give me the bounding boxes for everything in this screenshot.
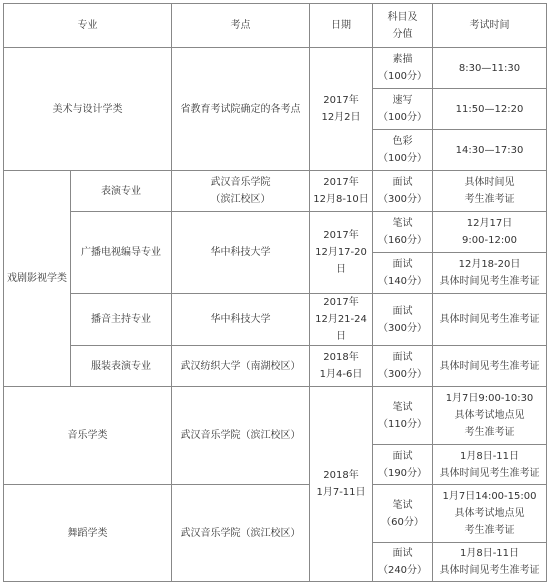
date-line1: 2017年 xyxy=(323,230,359,241)
header-row xyxy=(4,4,547,48)
subject-score: （160分） xyxy=(377,235,428,246)
date-line1: 2018年 xyxy=(323,470,359,481)
subject-score: （60分） xyxy=(381,516,424,528)
time-line1: 1月7日9:00-10:30 xyxy=(445,393,534,404)
category-art-design: 美术与设计学类 xyxy=(4,48,172,171)
time-dance-interview xyxy=(433,543,547,582)
time-dance-written xyxy=(433,485,547,543)
subject-name: 面试 xyxy=(392,259,413,270)
subject-dance-written xyxy=(373,485,433,543)
subject-directing-written xyxy=(373,212,433,253)
header-subject-line1: 科目及 xyxy=(387,11,418,23)
time-line1: 12月18-20日 xyxy=(458,259,521,270)
table-row xyxy=(4,212,547,253)
subject-score: （300分） xyxy=(377,369,428,380)
date-line2: 1月7-11日 xyxy=(316,487,366,498)
subject-name: 面试 xyxy=(392,450,413,462)
subject-name: 笔试 xyxy=(392,401,413,413)
major-announcing-hosting: 播音主持专业 xyxy=(71,294,172,346)
date-line2: 12月2日 xyxy=(321,112,361,123)
date-line1: 2017年 xyxy=(323,95,359,106)
subject-name: 笔试 xyxy=(392,218,413,229)
time-color: 14:30—17:30 xyxy=(433,130,547,171)
table-row xyxy=(4,294,547,346)
header-date: 日期 xyxy=(310,4,373,48)
venue-line2: （滨江校区） xyxy=(210,194,271,205)
time-line1: 具体时间见 xyxy=(464,177,515,188)
subject-music-interview xyxy=(373,445,433,485)
date-art-design xyxy=(310,48,373,171)
subject-name: 面试 xyxy=(392,305,413,317)
venue-music: 武汉音乐学院（滨江校区） xyxy=(172,387,310,485)
date-line1: 2018年 xyxy=(323,352,359,363)
time-line2: 具体时间见考生准考证 xyxy=(439,565,540,576)
date-announcing-hosting xyxy=(310,294,373,346)
time-fashion: 具体时间见考生准考证 xyxy=(433,346,547,387)
date-line2: 12月21-24日 xyxy=(315,314,367,342)
table-row xyxy=(4,346,547,387)
time-line2: 具体时间见考生准考证 xyxy=(439,276,540,287)
date-line1: 2017年 xyxy=(323,297,359,308)
subject-name: 笔试 xyxy=(392,499,413,511)
subject-announcing-interview xyxy=(373,294,433,346)
table-row xyxy=(4,48,547,89)
venue-art-design: 省教育考试院确定的各考点 xyxy=(172,48,310,171)
subject-name: 速写 xyxy=(392,95,413,106)
subject-color xyxy=(373,130,433,171)
venue-performance xyxy=(172,171,310,212)
time-line1: 1月8日-11日 xyxy=(459,450,520,462)
time-line2: 考生准考证 xyxy=(464,194,515,205)
time-announcing: 具体时间见考生准考证 xyxy=(433,294,547,346)
subject-dance-interview xyxy=(373,543,433,582)
exam-schedule-table xyxy=(3,3,547,582)
subject-score: （140分） xyxy=(377,276,428,287)
category-dance: 舞蹈学类 xyxy=(4,485,172,582)
date-fashion-performance xyxy=(310,346,373,387)
table-row xyxy=(4,171,547,212)
table-row xyxy=(4,387,547,445)
date-line2: 12月17-20日 xyxy=(315,247,367,275)
subject-fashion-interview xyxy=(373,346,433,387)
subject-score: （110分） xyxy=(377,418,428,430)
time-music-written xyxy=(433,387,547,445)
subject-score: （300分） xyxy=(377,194,428,205)
subject-score: （190分） xyxy=(377,467,428,479)
subject-score: （300分） xyxy=(377,322,428,334)
time-line2: 9:00-12:00 xyxy=(462,235,517,246)
time-performance xyxy=(433,171,547,212)
header-subject-line2: 分值 xyxy=(392,28,413,40)
subject-name: 素描 xyxy=(392,54,413,65)
date-line2: 12月8-10日 xyxy=(313,194,369,205)
subject-name: 面试 xyxy=(392,548,413,559)
time-quick-sketch: 11:50—12:20 xyxy=(433,89,547,130)
time-line2: 具体时间见考生准考证 xyxy=(439,467,540,479)
subject-name: 色彩 xyxy=(392,136,413,147)
subject-score: （100分） xyxy=(377,71,428,82)
subject-directing-interview xyxy=(373,253,433,294)
time-line2: 具体考试地点见 xyxy=(454,508,525,519)
time-sketch: 8:30—11:30 xyxy=(433,48,547,89)
subject-sketch xyxy=(373,48,433,89)
date-music-dance xyxy=(310,387,373,582)
major-performance: 表演专业 xyxy=(71,171,172,212)
category-music: 音乐学类 xyxy=(4,387,172,485)
time-line3: 考生准考证 xyxy=(464,525,515,536)
time-line2: 具体考试地点见 xyxy=(454,410,525,421)
header-major: 专业 xyxy=(4,4,172,48)
date-line1: 2017年 xyxy=(323,177,359,188)
major-fashion-performance: 服装表演专业 xyxy=(71,346,172,387)
date-broadcast-directing xyxy=(310,212,373,294)
date-line2: 1月4-6日 xyxy=(319,369,363,380)
time-music-interview xyxy=(433,445,547,485)
category-drama: 戏剧影视学类 xyxy=(4,171,71,387)
header-time: 考试时间 xyxy=(433,4,547,48)
time-line1: 1月7日14:00-15:00 xyxy=(442,491,537,502)
venue-fashion-performance: 武汉纺织大学（南湖校区） xyxy=(172,346,310,387)
subject-music-written xyxy=(373,387,433,445)
subject-score: （100分） xyxy=(377,112,428,123)
subject-name: 面试 xyxy=(392,177,413,188)
venue-broadcast-directing: 华中科技大学 xyxy=(172,212,310,294)
time-line1: 1月8日-11日 xyxy=(459,548,520,559)
header-subject xyxy=(373,4,433,48)
header-venue: 考点 xyxy=(172,4,310,48)
time-line3: 考生准考证 xyxy=(464,427,515,438)
subject-performance-interview xyxy=(373,171,433,212)
subject-score: （240分） xyxy=(377,565,428,576)
subject-name: 面试 xyxy=(392,352,413,363)
time-directing-interview xyxy=(433,253,547,294)
venue-line1: 武汉音乐学院 xyxy=(210,177,271,188)
venue-announcing-hosting: 华中科技大学 xyxy=(172,294,310,346)
venue-dance: 武汉音乐学院（滨江校区） xyxy=(172,485,310,582)
subject-score: （100分） xyxy=(377,153,428,164)
date-performance xyxy=(310,171,373,212)
table-row xyxy=(4,485,547,543)
subject-quick-sketch xyxy=(373,89,433,130)
time-line1: 12月17日 xyxy=(466,218,513,229)
time-directing-written xyxy=(433,212,547,253)
major-broadcast-directing: 广播电视编导专业 xyxy=(71,212,172,294)
